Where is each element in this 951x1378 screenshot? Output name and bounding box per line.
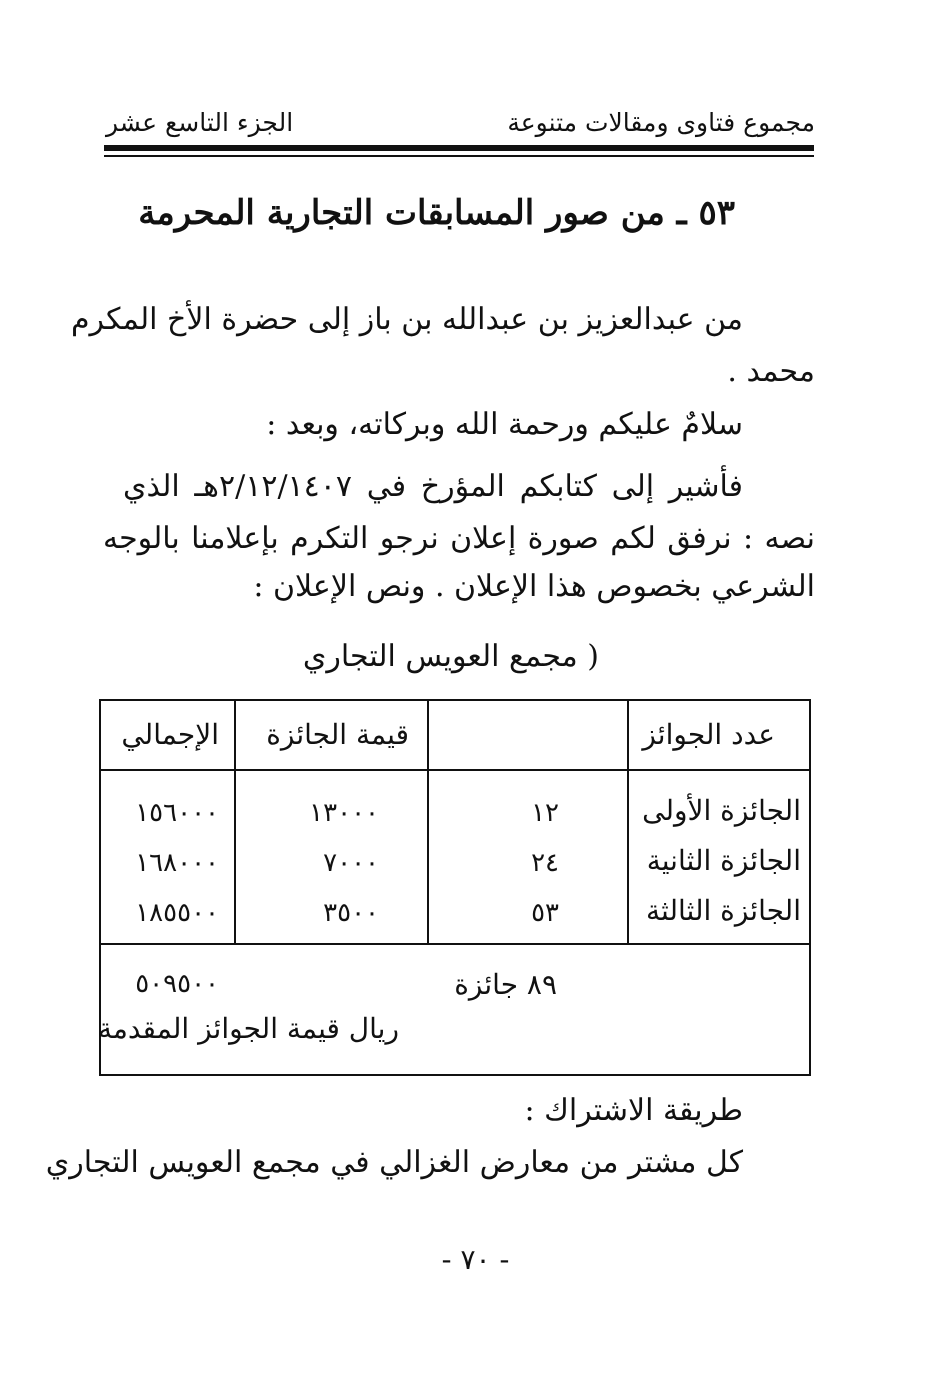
table-row-2-value: ٧٠٠٠ — [323, 848, 379, 878]
table-row-2-total: ١٦٨٠٠٠ — [135, 848, 219, 878]
page-number: - ٧٠ - — [441, 1243, 510, 1276]
header-rule-thin — [104, 155, 814, 157]
body-line-4: فأشير إلى كتابكم المؤرخ في ٢/١٢/١٤٠٧هـ الذي — [123, 469, 743, 504]
ad-heading: ( مجمع العويس التجاري — [302, 639, 599, 674]
body-line-1: من عبدالعزيز بن عبدالله بن باز إلى حضرة الأخ المكرم — [70, 302, 743, 337]
table-row-3-count: ٥٣ — [531, 898, 559, 928]
table-col-divider-3 — [627, 701, 629, 945]
table-header-divider — [101, 769, 809, 771]
table-col-divider-1 — [234, 701, 236, 945]
table-row-3-value: ٣٥٠٠ — [323, 898, 379, 928]
table-summary-grand-total: ٥٠٩٥٠٠ — [135, 969, 219, 999]
table-summary-grand-total-label: ريال قيمة الجوائز المقدمة — [97, 1012, 399, 1045]
table-header-count: عدد الجوائز — [642, 718, 775, 751]
table-row-1-total: ١٥٦٠٠٠ — [135, 798, 219, 828]
body-line-2: محمد . — [727, 354, 815, 389]
book-title: مجموع فتاوى ومقالات متنوعة — [507, 108, 815, 137]
volume-label: الجزء التاسع عشر — [106, 108, 294, 137]
body-line-5: نصه : نرفق لكم صورة إعلان نرجو التكرم بإعلامنا بالوجه — [103, 521, 815, 556]
table-row-2-label: الجائزة الثانية — [646, 844, 801, 877]
table-row-1-label: الجائزة الأولى — [642, 794, 801, 827]
table-col-divider-2 — [427, 701, 429, 945]
subscription-heading: طريقة الاشتراك : — [524, 1093, 743, 1128]
table-row-1-value: ١٣٠٠٠ — [309, 798, 379, 828]
table-row-2-count: ٢٤ — [531, 848, 559, 878]
table-row-3-total: ١٨٥٥٠٠ — [135, 898, 219, 928]
subscription-line: كل مشتر من معارض الغزالي في مجمع العويس التجاري — [45, 1145, 743, 1180]
table-header-value: قيمة الجائزة — [266, 718, 409, 751]
prize-table — [99, 699, 811, 1076]
body-line-6: الشرعي بخصوص هذا الإعلان . ونص الإعلان : — [253, 569, 815, 604]
table-summary-divider — [101, 943, 809, 945]
table-header-total: الإجمالي — [121, 718, 219, 751]
table-row-3-label: الجائزة الثالثة — [645, 894, 801, 927]
table-summary-count: ٨٩ جائزة — [454, 968, 557, 1001]
body-line-3: سلامٌ عليكم ورحمة الله وبركاته، وبعد : — [266, 407, 743, 442]
table-row-1-count: ١٢ — [531, 798, 559, 828]
header-rule-thick — [104, 145, 814, 151]
article-title: ٥٣ ـ من صور المسابقات التجارية المحرمة — [138, 193, 735, 233]
